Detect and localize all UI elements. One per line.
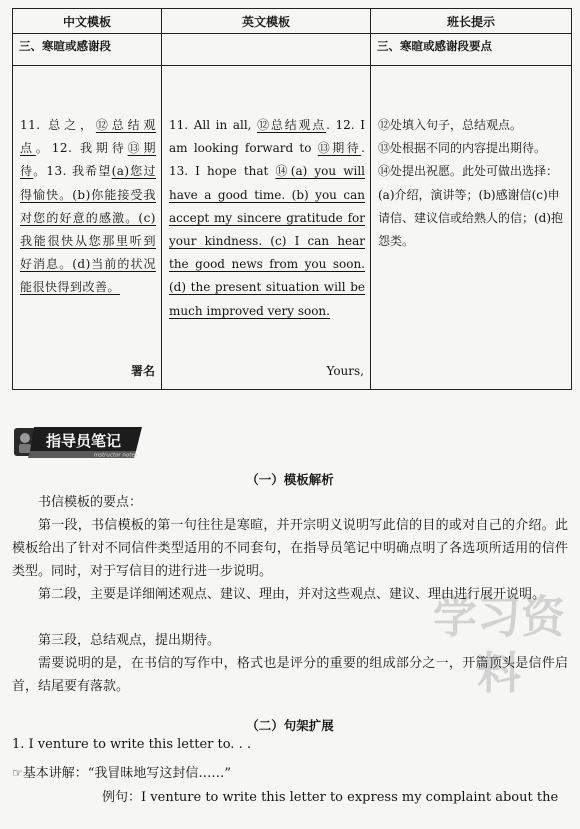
- pointer-icon: ☞: [12, 766, 23, 780]
- section1-paragraph-4: 需要说明的是，在书信的写作中，格式也是评分的重要的组成部分之一，开篇顶头是信件启首，结尾要有落款。: [12, 656, 568, 694]
- section1-paragraph-2: 第二段，主要是详细阐述观点、建议、理由，并对这些观点、建议、理由进行展开说明。: [38, 587, 546, 602]
- example-sentence: [102, 786, 558, 805]
- section-title-sentence-expansion: （二）句架扩展: [246, 718, 334, 733]
- header-monitor-tips: 班长提示: [371, 9, 572, 34]
- tips-cell: [371, 66, 572, 390]
- chinese-template-text: 11. 总之，⑫总结观点。12. 我期待⑬期待。13. 我希望(a)您过得愉快。(b)你能接受我对您的好意的感激。(c)我能很快从您那里听到好消息。(d)当前的状况能很快得到改善。: [20, 118, 156, 295]
- tip-13: ⑬处根据不同的内容提出期待。: [378, 141, 547, 156]
- example-label: 例句：: [102, 790, 142, 805]
- basic-explanation-text: “我冒昧地写这封信……”: [87, 766, 232, 781]
- subheader-english: [162, 34, 371, 66]
- letter-template-table: [12, 8, 572, 390]
- subheader-tips: 三、寒暄或感谢段要点: [371, 34, 572, 66]
- english-template-text: 11. All in all, ⑫总结观点. 12. I am looking forward to ⑬期待. 13. I hope that ⑭(a) you will have a good time. (b) you can accept my sincere gratitude for your kindness. (c) I can hear the good news from you soon. (d) the present situation will be much improved very soon.: [169, 118, 365, 318]
- chinese-template-cell: [13, 66, 162, 390]
- instructor-notes-logo: [14, 425, 142, 459]
- sentence-item-1: 1. I venture to write this letter to. . .: [12, 737, 251, 752]
- section-title-template-analysis: （一）模板解析: [246, 472, 334, 487]
- closing-label: Yours,: [326, 363, 364, 378]
- section1-intro: 书信模板的要点：: [38, 495, 143, 510]
- basic-explanation: [12, 762, 231, 781]
- header-english-template: 英文模板: [162, 9, 371, 34]
- header-chinese-template: 中文模板: [13, 9, 162, 34]
- basic-explanation-label: 基本讲解：: [22, 766, 88, 781]
- logo-subtitle: Instructor notes: [94, 452, 138, 459]
- tip-14: ⑭处提出祝愿。此处可做出选择：(a)介绍，演讲等；(b)感谢信(c)申请信、建议信或给熟人的信；(d)抱怨类。: [378, 164, 564, 249]
- section1-paragraph-1: 第一段，书信模板的第一句往往是寒暄，并开宗明义说明写此信的目的或对自己的介绍。此模板给出了针对不同信件类型适用的不同套句，在指导员笔记中明确点明了各选项所适用的信件类型。同时，对于写信目的进行进一步说明。: [12, 518, 568, 579]
- example-text: I venture to write this letter to express my complaint about the: [141, 790, 559, 805]
- section1-paragraph-3: 第三段，总结观点，提出期待。: [38, 633, 221, 648]
- tip-12: ⑫处填入句子，总结观点。: [378, 118, 523, 132]
- signature-label: 署名: [130, 363, 155, 378]
- logo-title: 指导员笔记: [46, 432, 122, 450]
- subheader-chinese: 三、寒暄或感谢段: [13, 34, 162, 66]
- watermark: 学习资料: [433, 592, 565, 699]
- english-template-cell: [162, 66, 371, 390]
